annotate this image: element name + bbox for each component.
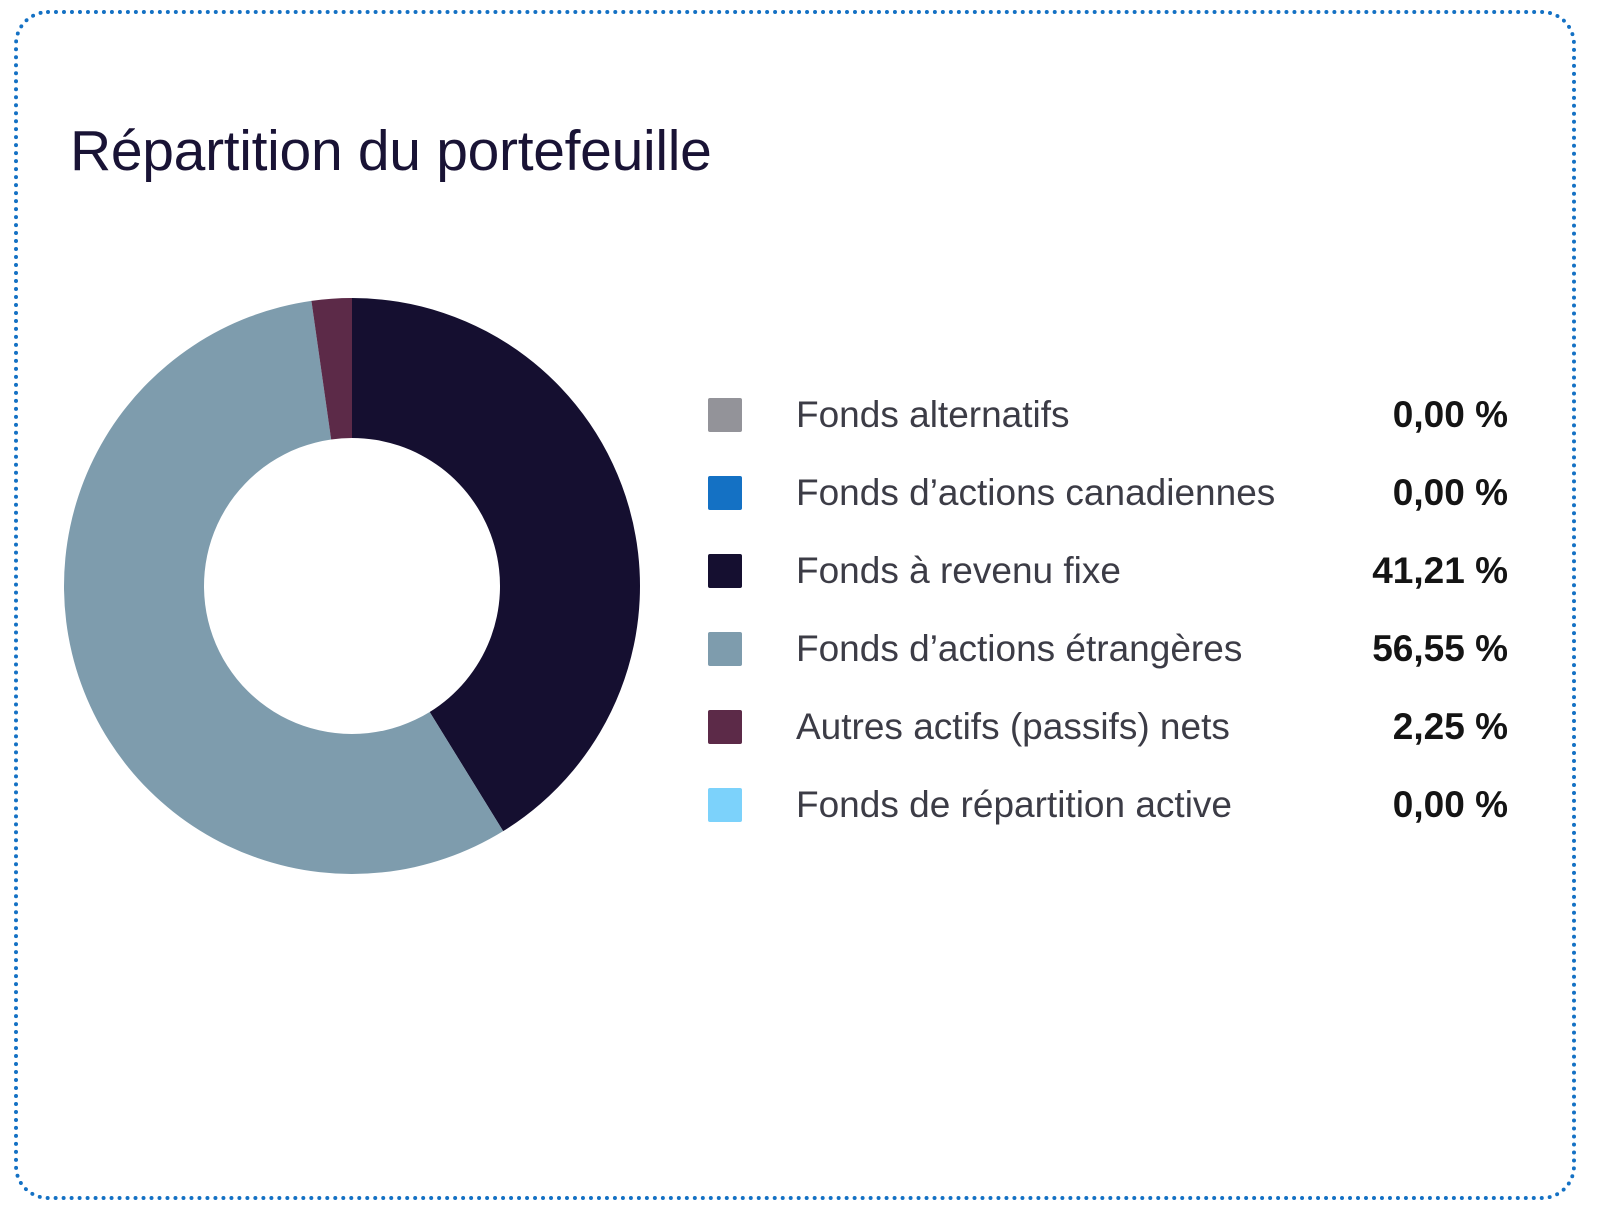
legend-item [708, 766, 1508, 844]
donut-chart [62, 296, 662, 876]
legend-swatch-icon [708, 398, 742, 432]
portfolio-allocation-card [14, 10, 1576, 1200]
legend-swatch-icon [708, 788, 742, 822]
legend-swatch-icon [708, 710, 742, 744]
legend-swatch-icon [708, 476, 742, 510]
legend-item-label: Fonds à revenu fixe [796, 550, 1121, 591]
legend-item [708, 376, 1508, 454]
legend-item-label: Autres actifs (passifs) nets [796, 706, 1230, 747]
legend-swatch-icon [708, 554, 742, 588]
legend-item-value: 0,00 % [1392, 394, 1508, 435]
donut-chart-svg [62, 296, 642, 876]
legend-item [708, 688, 1508, 766]
legend-item-value: 0,00 % [1392, 472, 1508, 513]
legend-item-value: 41,21 % [1372, 550, 1508, 591]
legend-item [708, 454, 1508, 532]
legend-item [708, 532, 1508, 610]
legend-item-value: 2,25 % [1392, 706, 1508, 747]
legend-swatch-icon [708, 632, 742, 666]
legend-item-label: Fonds alternatifs [796, 394, 1070, 435]
legend-item-label: Fonds d’actions canadiennes [796, 472, 1276, 513]
legend-item-label: Fonds d’actions étrangères [796, 628, 1243, 669]
legend-item [708, 610, 1508, 688]
legend-item-value: 56,55 % [1372, 628, 1508, 669]
legend-item-label: Fonds de répartition active [796, 784, 1233, 825]
legend-item-value: 0,00 % [1392, 784, 1508, 825]
chart-legend [708, 376, 1508, 844]
donut-slices [64, 298, 640, 874]
page-title: Répartition du portefeuille [70, 119, 712, 183]
